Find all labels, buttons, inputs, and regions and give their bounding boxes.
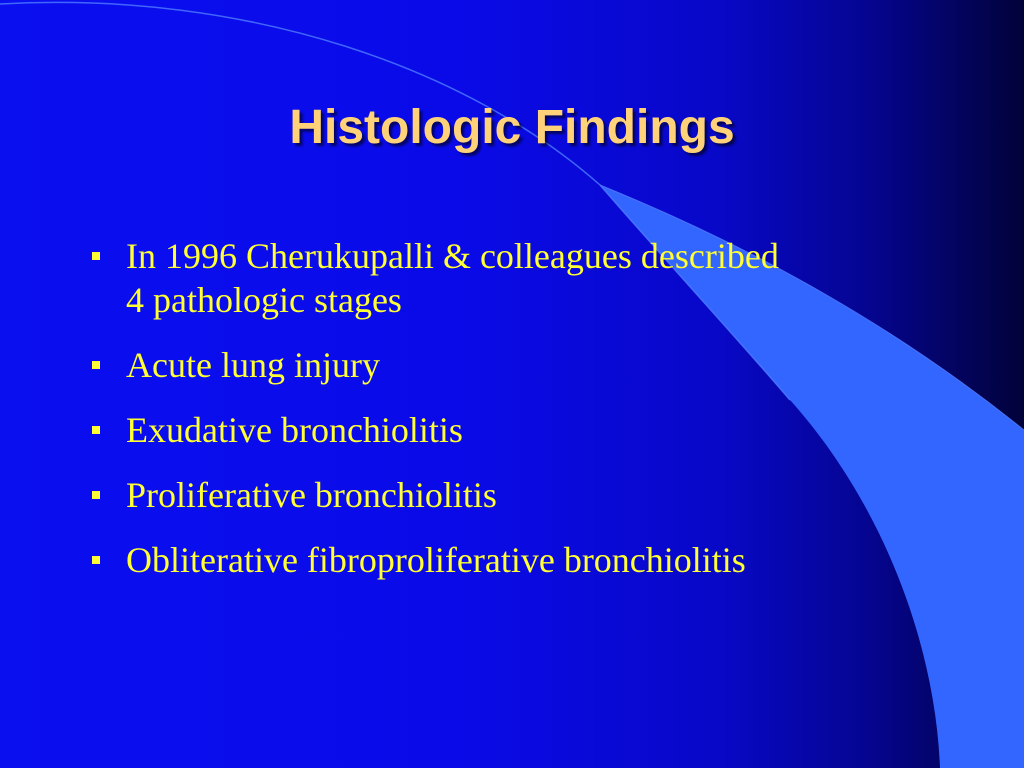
bullet-item — [88, 408, 968, 452]
bullet-text: Proliferative bronchiolitis — [126, 475, 497, 515]
bullet-item — [88, 538, 968, 582]
square-bullet-icon — [92, 426, 100, 434]
slide-title: Histologic Findings — [289, 101, 735, 154]
bullet-list — [88, 234, 968, 603]
bullet-text: Acute lung injury — [126, 345, 380, 385]
bullet-item — [88, 473, 968, 517]
bullet-text: Obliterative fibroproliferative bronchiolitis — [126, 540, 746, 580]
square-bullet-icon — [92, 556, 100, 564]
bullet-text: Exudative bronchiolitis — [126, 410, 463, 450]
bullet-item — [88, 343, 968, 387]
square-bullet-icon — [92, 361, 100, 369]
square-bullet-icon — [92, 252, 100, 260]
bullet-item — [88, 234, 968, 322]
bullet-text: In 1996 Cherukupalli & colleagues described 4 pathologic stages — [126, 236, 779, 320]
square-bullet-icon — [92, 491, 100, 499]
